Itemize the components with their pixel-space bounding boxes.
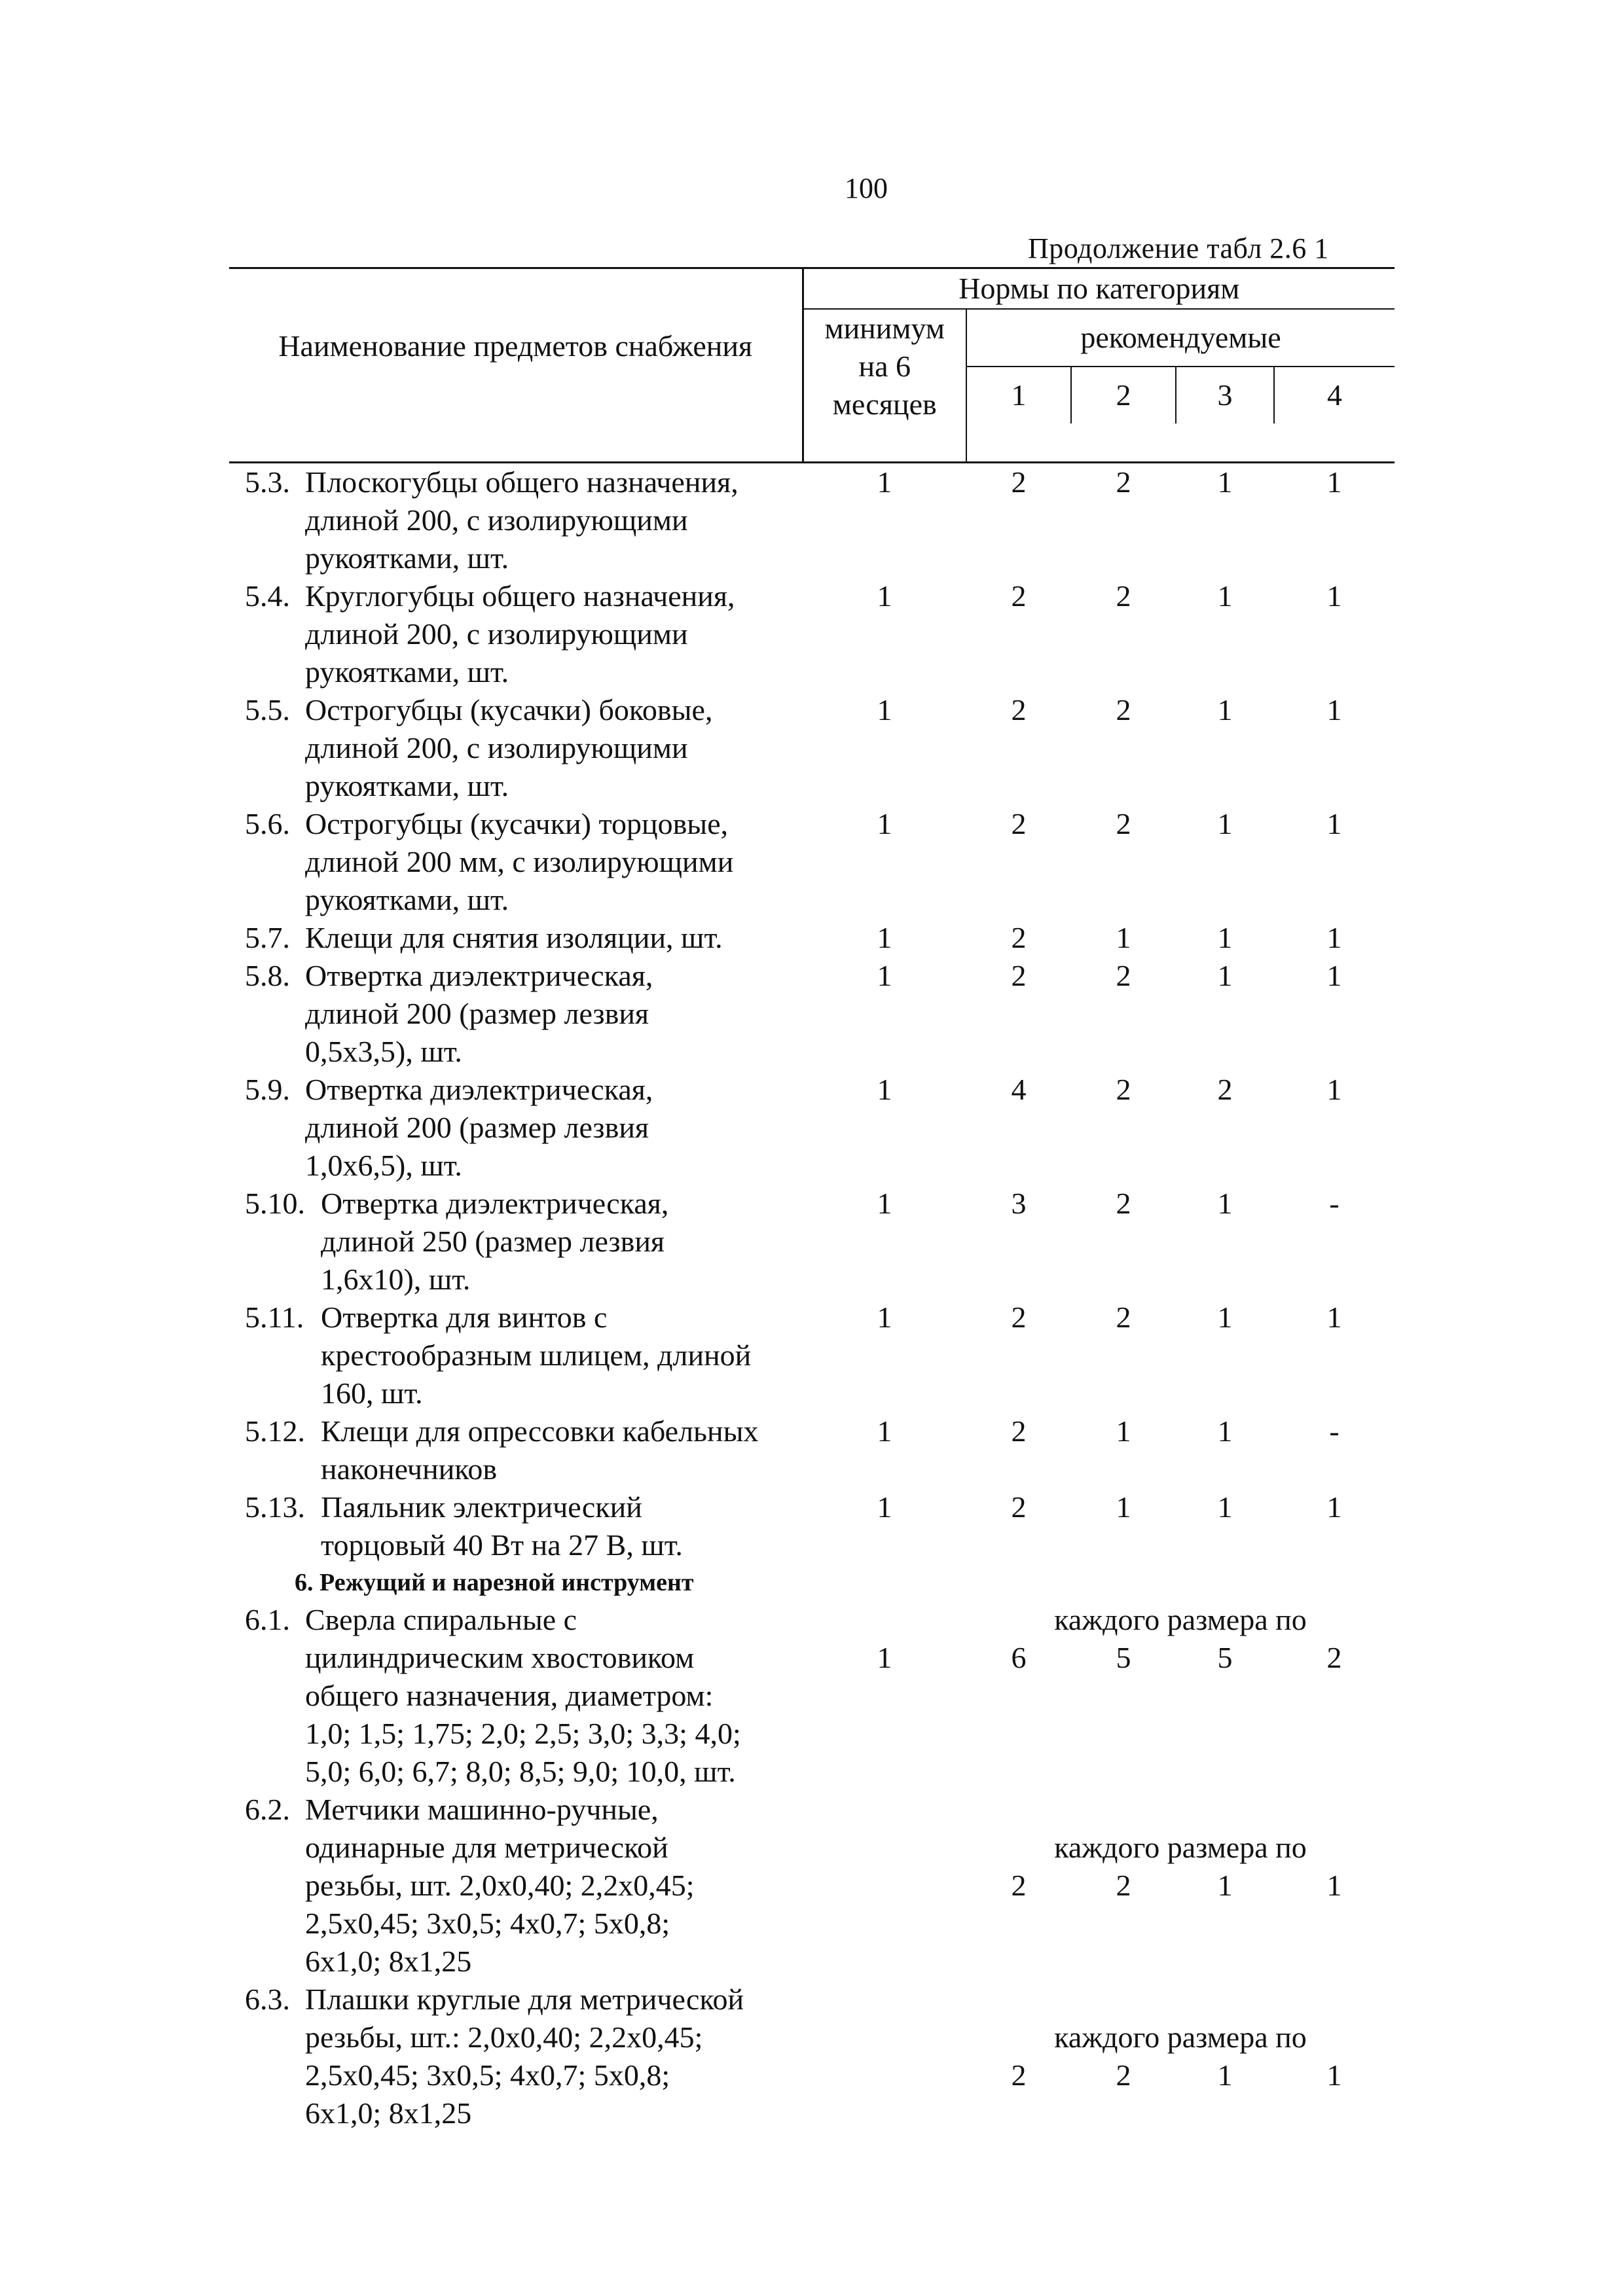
item-description-line: 2,5x0,45; 3x0,5; 4x0,7; 5x0,8; — [305, 1907, 670, 1940]
item-description-line: Клещи для опрессовки кабельных — [321, 1414, 759, 1448]
item-description — [305, 919, 803, 957]
norm-category-1: 2 — [1011, 1414, 1027, 1448]
item-description-line: наконечников — [321, 1452, 498, 1486]
norm-category-2: 1 — [1116, 1414, 1131, 1448]
item-description-line: Острогубцы (кусачки) торцовые, — [305, 807, 729, 840]
header-spacer — [803, 423, 966, 463]
item-description — [305, 577, 803, 691]
per-size-note: каждого размера по — [1054, 1831, 1307, 1864]
norm-category-2: 2 — [1116, 1187, 1131, 1220]
norm-category-4: - — [1329, 1187, 1340, 1220]
item-entry — [245, 1185, 803, 1299]
supply-norms-table — [229, 267, 1395, 2132]
norm-category-1: 2 — [1011, 465, 1027, 499]
norm-minimum: 1 — [877, 807, 892, 840]
item-code: 5.8. — [245, 959, 290, 992]
norm-minimum — [803, 1981, 966, 2132]
table-header — [229, 268, 1395, 463]
norm-category-4: 2 — [1326, 1641, 1342, 1674]
norm-category-3: 1 — [1217, 1414, 1233, 1448]
item-code: 5.9. — [245, 1073, 290, 1106]
item-name-cell — [229, 691, 803, 805]
norm-category-1: 6 — [1011, 1641, 1027, 1674]
norm-category-4: 1 — [1326, 693, 1342, 726]
item-entry — [245, 1412, 803, 1488]
header-category-1: 1 — [966, 367, 1071, 423]
norm-category-1: 2 — [1011, 1490, 1027, 1524]
item-description-line: длиной 200, с изолирующими — [305, 503, 688, 537]
item-description-line: Плашки круглые для метрической — [305, 1982, 744, 2016]
item-description-line: Клещи для снятия изоляции, шт. — [305, 921, 723, 954]
norm-category-1: 2 — [1011, 579, 1027, 613]
item-description-line: 0,5x3,5), шт. — [305, 1035, 462, 1068]
item-description-line: 6x1,0; 8x1,25 — [305, 2096, 472, 2130]
item-description-line: длиной 250 (размер лезвия — [321, 1225, 665, 1258]
table-row — [229, 1981, 1395, 2132]
item-description-line: рукоятками, шт. — [305, 883, 509, 916]
item-code: 6.1. — [245, 1603, 290, 1636]
item-entry — [245, 957, 803, 1071]
norm-category-1: 3 — [1011, 1187, 1027, 1220]
header-spacer — [229, 423, 803, 463]
norm-minimum — [803, 1791, 966, 1981]
item-name-cell — [229, 957, 803, 1071]
norm-minimum: 1 — [877, 1187, 892, 1220]
norm-category-4: 1 — [1326, 1869, 1342, 1902]
norm-minimum: 1 — [877, 693, 892, 726]
norm-category-3: 5 — [1217, 1641, 1233, 1674]
table-row — [229, 1185, 1395, 1299]
item-code: 5.10. — [245, 1187, 305, 1220]
item-description-line: длиной 200 (размер лезвия — [305, 997, 649, 1030]
item-name-cell — [229, 1601, 803, 1791]
norm-values-row — [966, 2056, 1395, 2094]
item-description-line: Метчики машинно-ручные, — [305, 1793, 659, 1826]
item-description-line: 1,6x10), шт. — [321, 1263, 471, 1296]
item-entry — [245, 1488, 803, 1564]
norm-category-1: 2 — [1011, 1869, 1027, 1902]
table-row — [229, 577, 1395, 691]
norm-minimum-value: 1 — [877, 1641, 892, 1674]
table-row — [229, 1299, 1395, 1412]
item-name-cell — [229, 805, 803, 919]
header-minimum-line1: минимум — [824, 312, 945, 345]
header-minimum-line2: на 6 — [858, 350, 911, 383]
item-code: 5.11. — [245, 1300, 304, 1334]
norm-category-2: 2 — [1116, 693, 1131, 726]
norm-category-3: 1 — [1217, 1869, 1233, 1902]
norm-category-2: 5 — [1116, 1641, 1131, 1674]
item-description — [305, 1981, 803, 2132]
norm-category-1: 2 — [1011, 807, 1027, 840]
section-title: 6. Режущий и нарезной инструмент — [295, 1569, 694, 1596]
norm-category-4: 1 — [1326, 959, 1342, 992]
item-description — [321, 1412, 803, 1488]
norm-category-4: 1 — [1326, 921, 1342, 954]
header-minimum-line3: месяцев — [832, 387, 937, 421]
item-code: 6.2. — [245, 1793, 290, 1826]
item-entry — [245, 805, 803, 919]
section-row — [229, 1564, 1395, 1601]
item-description-line: 1,0x6,5), шт. — [305, 1149, 462, 1182]
norm-minimum: 1 — [877, 1414, 892, 1448]
item-code: 5.7. — [245, 921, 290, 954]
header-item-name: Наименование предметов снабжения — [229, 268, 803, 424]
norm-category-4: 1 — [1326, 1300, 1342, 1334]
item-description-line: Острогубцы (кусачки) боковые, — [305, 693, 713, 726]
table-continuation-caption: Продолжение табл 2.6 1 — [1028, 232, 1329, 264]
table-row — [229, 1412, 1395, 1488]
norm-category-2: 1 — [1116, 921, 1131, 954]
item-description-line: длиной 200, с изолирующими — [305, 731, 688, 764]
table-body — [229, 463, 1395, 2133]
norm-category-3: 1 — [1217, 693, 1233, 726]
norm-category-1: 2 — [1011, 693, 1027, 726]
table-row — [229, 1601, 1395, 1791]
item-description — [321, 1299, 803, 1412]
item-description — [305, 1791, 803, 1981]
item-code: 5.6. — [245, 807, 290, 840]
item-description-line: Сверла спиральные с — [305, 1603, 577, 1636]
norm-category-1: 2 — [1011, 2058, 1027, 2092]
norm-category-3: 1 — [1217, 1300, 1233, 1334]
norm-category-4: - — [1329, 1414, 1340, 1448]
norm-category-1: 4 — [1011, 1073, 1027, 1106]
item-code: 6.3. — [245, 1982, 290, 2016]
item-description-line: резьбы, шт.: 2,0x0,40; 2,2x0,45; — [305, 2020, 703, 2054]
item-name-cell — [229, 1488, 803, 1564]
header-norms-by-category: Нормы по категориям — [803, 268, 1395, 310]
norm-recommended-group — [966, 1601, 1395, 1791]
item-code: 5.5. — [245, 693, 290, 726]
norm-minimum: 1 — [877, 959, 892, 992]
item-code: 5.3. — [245, 465, 290, 499]
norm-minimum: 1 — [877, 579, 892, 613]
header-category-3: 3 — [1176, 367, 1274, 423]
item-code: 5.12. — [245, 1414, 305, 1448]
norm-minimum: 1 — [877, 1490, 892, 1524]
item-name-cell — [229, 1791, 803, 1981]
table-row — [229, 1071, 1395, 1185]
item-description-line: резьбы, шт. 2,0x0,40; 2,2x0,45; — [305, 1869, 695, 1902]
norm-category-2: 2 — [1116, 579, 1131, 613]
norm-category-3: 1 — [1217, 1187, 1233, 1220]
norm-category-3: 1 — [1217, 2058, 1233, 2092]
norm-category-3: 1 — [1217, 579, 1233, 613]
norm-recommended-group — [966, 1981, 1395, 2132]
norm-category-3: 1 — [1217, 465, 1233, 499]
norm-category-1: 2 — [1011, 1300, 1027, 1334]
header-category-4: 4 — [1327, 378, 1343, 412]
item-description-line: Плоскогубцы общего назначения, — [305, 465, 739, 499]
norm-category-4: 1 — [1326, 1073, 1342, 1106]
item-description — [305, 463, 803, 577]
norm-values-row — [966, 1867, 1395, 1905]
norm-category-3: 1 — [1217, 807, 1233, 840]
item-entry — [245, 577, 803, 691]
header-spacer — [966, 423, 1395, 463]
norm-minimum: 1 — [877, 1300, 892, 1334]
item-entry — [245, 691, 803, 805]
item-entry — [245, 1791, 803, 1981]
norm-values-row — [966, 1639, 1395, 1677]
item-code: 5.4. — [245, 579, 290, 613]
item-description-line: цилиндрическим хвостовиком — [305, 1641, 695, 1674]
norm-minimum — [803, 1601, 966, 1791]
norm-category-4: 1 — [1326, 807, 1342, 840]
norm-category-2: 2 — [1116, 1073, 1131, 1106]
item-description — [305, 691, 803, 805]
item-name-cell — [229, 1981, 803, 2132]
item-name-cell — [229, 577, 803, 691]
norm-category-3: 1 — [1217, 1490, 1233, 1524]
item-name-cell — [229, 1185, 803, 1299]
item-entry — [245, 1981, 803, 2132]
item-description-line: 1,0; 1,5; 1,75; 2,0; 2,5; 3,0; 3,3; 4,0; — [305, 1717, 741, 1750]
item-description — [305, 1601, 803, 1791]
item-description-line: общего назначения, диаметром: — [305, 1679, 714, 1712]
norm-minimum: 1 — [877, 465, 892, 499]
item-description-line: рукоятками, шт. — [305, 541, 509, 575]
norm-category-2: 2 — [1116, 465, 1131, 499]
item-entry — [245, 1071, 803, 1185]
item-description-line: крестообразным шлицем, длиной — [321, 1338, 752, 1372]
item-description-line: Круглогубцы общего назначения, — [305, 579, 735, 613]
item-name-cell — [229, 919, 803, 957]
norm-category-3: 2 — [1217, 1073, 1233, 1106]
item-description-line: одинарные для метрической — [305, 1831, 668, 1864]
item-description — [321, 1488, 803, 1564]
norm-category-4: 1 — [1326, 465, 1342, 499]
item-description-line: Отвертка диэлектрическая, — [305, 959, 653, 992]
item-description-line: длиной 200 (размер лезвия — [305, 1111, 649, 1144]
norm-recommended-group — [966, 1791, 1395, 1981]
item-name-cell — [229, 1412, 803, 1488]
table-row — [229, 691, 1395, 805]
per-size-note: каждого размера по — [1054, 1603, 1307, 1636]
item-description-line: 160, шт. — [321, 1376, 423, 1410]
item-description-line: длиной 200 мм, с изолирующими — [305, 845, 734, 878]
item-description — [321, 1185, 803, 1299]
table-row — [229, 919, 1395, 957]
item-description-line: рукоятками, шт. — [305, 769, 509, 802]
header-recommended: рекомендуемые — [966, 309, 1395, 367]
norm-category-1: 2 — [1011, 921, 1027, 954]
item-description-line: Отвертка диэлектрическая, — [305, 1073, 653, 1106]
item-name-cell — [229, 463, 803, 578]
header-category-2: 2 — [1071, 367, 1176, 423]
item-description-line: 6x1,0; 8x1,25 — [305, 1945, 472, 1978]
item-description-line: Паяльник электрический — [321, 1490, 642, 1524]
page-number: 100 — [845, 172, 888, 204]
norm-category-2: 2 — [1116, 959, 1131, 992]
header-minimum — [803, 309, 966, 423]
item-description-line: рукоятками, шт. — [305, 655, 509, 689]
item-entry — [245, 1601, 803, 1791]
item-description — [305, 805, 803, 919]
table-row — [229, 957, 1395, 1071]
norm-category-4: 1 — [1326, 579, 1342, 613]
item-entry — [245, 1299, 803, 1412]
norm-category-3: 1 — [1217, 921, 1233, 954]
item-description — [305, 1071, 803, 1185]
norm-minimum: 1 — [877, 921, 892, 954]
norm-category-2: 2 — [1116, 1300, 1131, 1334]
item-description-line: 2,5x0,45; 3x0,5; 4x0,7; 5x0,8; — [305, 2058, 670, 2092]
item-entry — [245, 463, 803, 577]
item-name-cell — [229, 1071, 803, 1185]
item-name-cell — [229, 1299, 803, 1412]
item-description-line: Отвертка диэлектрическая, — [321, 1187, 669, 1220]
item-description — [305, 957, 803, 1071]
item-entry — [245, 919, 803, 957]
per-size-note: каждого размера по — [1054, 2020, 1307, 2054]
norm-category-3: 1 — [1217, 959, 1233, 992]
norm-minimum: 1 — [877, 1073, 892, 1106]
item-description-line: 5,0; 6,0; 6,7; 8,0; 8,5; 9,0; 10,0, шт. — [305, 1755, 736, 1788]
norm-category-4: 1 — [1326, 2058, 1342, 2092]
item-code: 5.13. — [245, 1490, 305, 1524]
norm-category-2: 2 — [1116, 1869, 1131, 1902]
item-description-line: длиной 200, с изолирующими — [305, 617, 688, 651]
table-row — [229, 463, 1395, 578]
norm-category-2: 1 — [1116, 1490, 1131, 1524]
table-row — [229, 1488, 1395, 1564]
norm-category-2: 2 — [1116, 2058, 1131, 2092]
table-row — [229, 1791, 1395, 1981]
table-row — [229, 805, 1395, 919]
item-description-line: торцовый 40 Вт на 27 В, шт. — [321, 1528, 683, 1562]
norm-category-1: 2 — [1011, 959, 1027, 992]
item-description-line: Отвертка для винтов с — [321, 1300, 608, 1334]
norm-category-2: 2 — [1116, 807, 1131, 840]
norm-category-4: 1 — [1326, 1490, 1342, 1524]
